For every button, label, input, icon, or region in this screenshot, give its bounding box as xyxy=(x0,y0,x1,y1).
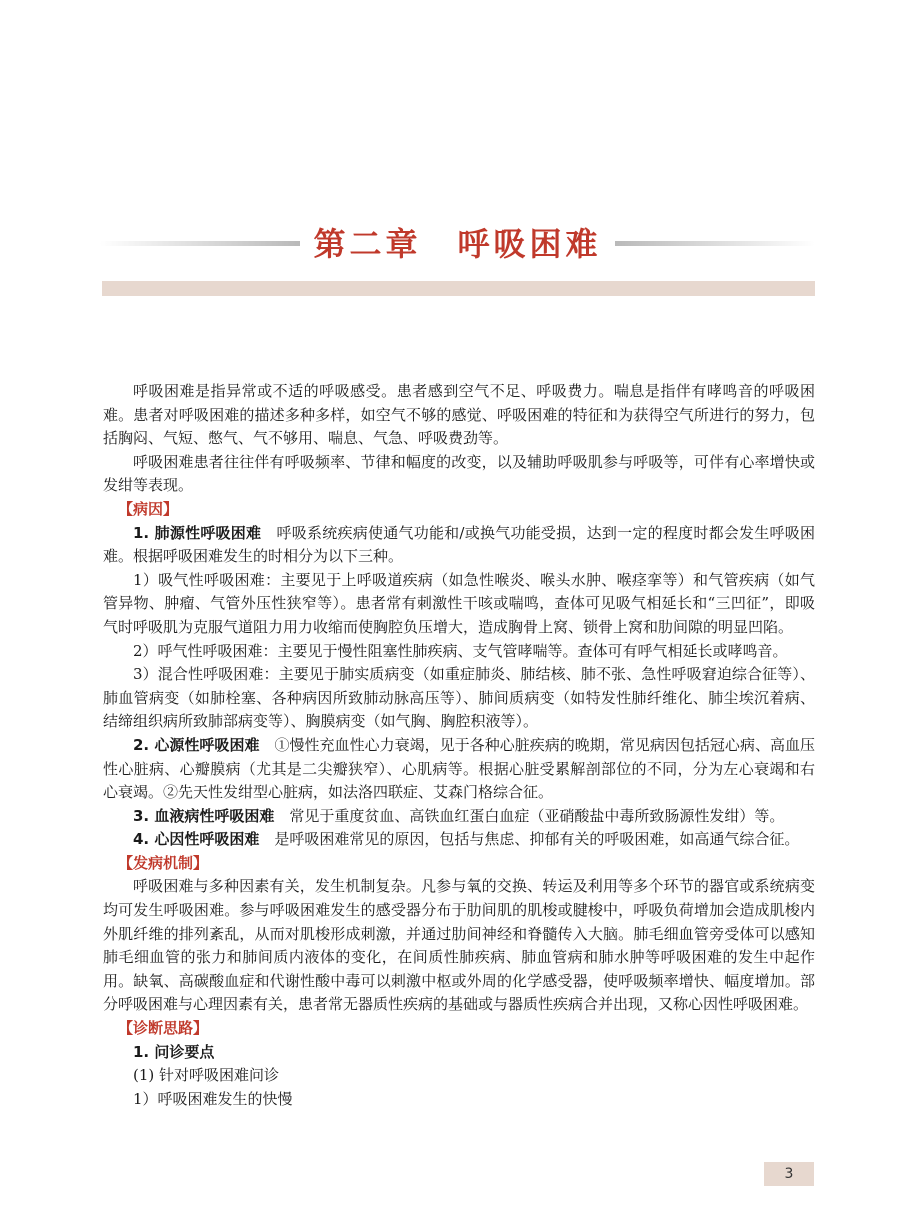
body-text xyxy=(103,380,815,1111)
term-text: ①慢性充血性心力衰竭，见于各种心脏疾病的晚期，常见病因包括冠心病、高血压性心脏病、心瓣膜病（尤其是二尖瓣狭窄）、心肌病等。根据心脏受累解剖部位的不同，分为左心衰竭和右心衰竭。②先天性发绀型心脏病，如法洛四联症、艾森门格综合征。 xyxy=(103,735,815,802)
section-heading-etiology: 【病因】 xyxy=(118,499,179,518)
list-item: 3）混合性呼吸困难：主要见于肺实质病变（如重症肺炎、肺结核、肺不张、急性呼吸窘迫综合征等）、肺血管病变（如肺栓塞、各种病因所致肺动脉高压等）、肺间质病变（如特发性肺纤维化、肺尘埃沉着病、结缔组织病所致肺部病变等）、胸膜病变（如气胸、胸腔积液等）。 xyxy=(103,665,815,731)
paragraph: 呼吸困难是指异常或不适的呼吸感受。患者感到空气不足、呼吸费力。喘息是指伴有哮鸣音的呼吸困难。患者对呼吸困难的描述多种多样，如空气不够的感觉、呼吸困难的特征和为获得空气所进行的努力，包括胸闷、气短、憋气、气不够用、喘息、气急、呼吸费劲等。 xyxy=(103,382,815,448)
term-label: 2. 心源性呼吸困难 xyxy=(133,735,260,754)
paragraph xyxy=(103,828,815,852)
term-label: 3. 血液病性呼吸困难 xyxy=(133,806,275,825)
header-rule-right xyxy=(615,241,815,246)
paragraph xyxy=(103,522,815,569)
section-heading-diagnosis: 【诊断思路】 xyxy=(118,1019,209,1038)
term-label: 1. 肺源性呼吸困难 xyxy=(133,523,262,542)
sub-heading: 1. 问诊要点 xyxy=(133,1042,215,1061)
chapter-title: 第二章 呼吸困难 xyxy=(313,225,602,263)
list-item: 1）呼吸困难发生的快慢 xyxy=(133,1089,293,1108)
page-number: 3 xyxy=(764,1162,814,1186)
paragraph: 呼吸困难与多种因素有关，发生机制复杂。凡参与氧的交换、转运及利用等多个环节的器官或系统病变均可发生呼吸困难。参与呼吸困难发生的感受器分布于肋间肌的肌梭或腱梭中，呼吸负荷增加会造成肌梭内外肌纤维的排列紊乱，从而对肌梭形成刺激，并通过肋间神经和脊髓传入大脑。肺毛细血管旁受体可以感知肺毛细血管的张力和肺间质内液体的变化，在间质性肺疾病、肺血管病和肺水肿等呼吸困难的发生中起作用。缺氧、高碳酸血症和代谢性酸中毒可以刺激中枢或外周的化学感受器，使呼吸频率增快、幅度增加。部分呼吸困难与心理因素有关，患者常无器质性疾病的基础或与器质性疾病合并出现，又称心因性呼吸困难。 xyxy=(103,877,815,1014)
section-heading-pathogenesis: 【发病机制】 xyxy=(118,853,209,872)
paragraph: 呼吸困难患者往往伴有呼吸频率、节律和幅度的改变，以及辅助呼吸肌参与呼吸等，可伴有心率增快或发绀等表现。 xyxy=(103,452,815,495)
term-text: 常见于重度贫血、高铁血红蛋白血症（亚硝酸盐中毒所致肠源性发绀）等。 xyxy=(274,806,785,825)
chapter-header xyxy=(100,222,815,266)
term-text: 是呼吸困难常见的原因，包括与焦虑、抑郁有关的呼吸困难，如高通气综合征。 xyxy=(259,830,800,849)
term-label: 4. 心因性呼吸困难 xyxy=(133,830,260,849)
list-item: 1）吸气性呼吸困难：主要见于上呼吸道疾病（如急性喉炎、喉头水肿、喉痉挛等）和气管疾病（如气管异物、肿瘤、气管外压性狭窄等）。患者常有刺激性干咳或喘鸣，查体可见吸气相延长和“三凹征”，即吸气时呼吸肌为克服气道阻力用力收缩而使胸腔负压增大，造成胸骨上窝、锁骨上窝和肋间隙的明显凹陷。 xyxy=(103,570,815,636)
term-text: 呼吸系统疾病使通气功能和/或换气功能受损，达到一定的程度时都会发生呼吸困难。根据呼吸困难发生的时相分为以下三种。 xyxy=(103,523,816,566)
list-item: 2）呼气性呼吸困难：主要见于慢性阻塞性肺疾病、支气管哮喘等。查体可有呼气相延长或哮鸣音。 xyxy=(133,641,788,660)
list-item: (1) 针对呼吸困难问诊 xyxy=(133,1066,280,1085)
decorative-band xyxy=(102,281,815,296)
paragraph xyxy=(103,734,815,805)
paragraph xyxy=(103,805,815,829)
